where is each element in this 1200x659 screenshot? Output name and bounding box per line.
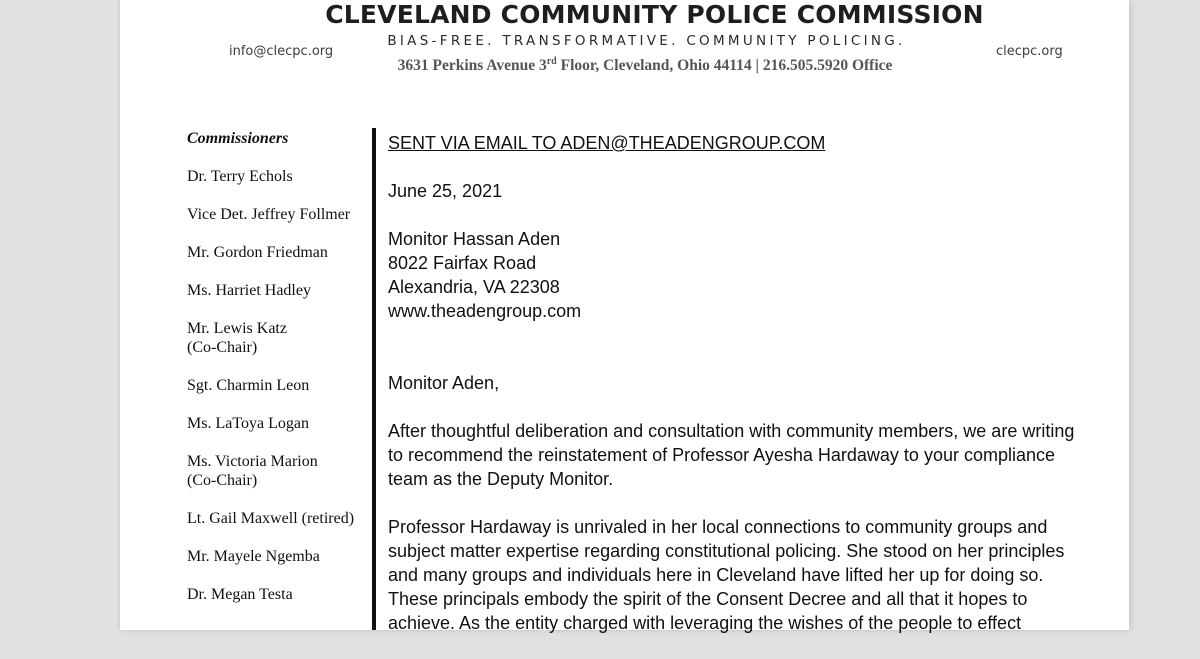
recipient-street: 8022 Fairfax Road: [388, 253, 537, 273]
commissioner-name: Mr. Mayele Ngemba: [187, 548, 320, 565]
recipient-name: Monitor Hassan Aden: [388, 229, 561, 249]
commissioner-name: Vice Det. Jeffrey Follmer: [187, 206, 351, 223]
commissioner-name: Lt. Gail Maxwell (retired): [187, 510, 355, 527]
commissioner-name: Ms. Harriet Hadley: [187, 282, 311, 299]
commissioner-item: [187, 376, 367, 414]
commissioner-name: Ms. Victoria Marion: [187, 453, 318, 470]
commissioner-item: [187, 585, 367, 623]
commissioner-name: Dr. Terry Echols: [187, 168, 293, 185]
commissioner-role: (Co-Chair): [187, 472, 258, 489]
commissioner-name: Dr. Megan Testa: [187, 586, 293, 603]
vertical-divider: [372, 128, 376, 630]
commissioner-name: Sgt. Charmin Leon: [187, 377, 310, 394]
document-page: [120, 0, 1129, 633]
commissioner-item: [187, 319, 367, 376]
recipient-address: [388, 227, 1088, 323]
commissioner-name: Ms. LaToya Logan: [187, 415, 309, 432]
recipient-city: Alexandria, VA 22308: [388, 277, 560, 297]
address-sup: rd: [546, 56, 557, 67]
recipient-website[interactable]: www.theadengroup.com: [388, 301, 582, 321]
commissioner-item: [187, 281, 367, 319]
organization-tagline: BIAS-FREE. TRANSFORMATIVE. COMMUNITY POLICING.: [387, 33, 906, 49]
address-prefix: 3631 Perkins Avenue 3: [397, 57, 547, 75]
sent-via-line: SENT VIA EMAIL TO ADEN@THEADENGROUP.COM: [388, 133, 826, 153]
commissioner-item: [187, 452, 367, 509]
commissioner-role: (Co-Chair): [187, 339, 258, 356]
commissioners-sidebar: [187, 129, 367, 623]
organization-title: CLEVELAND COMMUNITY POLICE COMMISSION: [325, 0, 984, 29]
paragraph-2: Professor Hardaway is unrivaled in her local connections to community groups and subject matter expertise regarding constitutional policing. She stood on her principles and many groups and individuals here in Cleveland have lifted her up for doing so. These principals embody the spirit of the Consent Decree and all that it hopes to achieve. As the entity charged with leveraging the wishes of the people to effect: [388, 517, 1065, 633]
commissioner-item: [187, 509, 367, 547]
letter-body: [388, 131, 1088, 659]
commissioner-item: [187, 167, 367, 205]
commissioner-item: [187, 414, 367, 452]
address-suffix: Floor, Cleveland, Ohio 44114 | 216.505.5920 Office: [556, 57, 893, 75]
commissioner-item: [187, 205, 367, 243]
commissioner-item: [187, 243, 367, 281]
letter-date: June 25, 2021: [388, 181, 503, 201]
paragraph-1: After thoughtful deliberation and consultation with community members, we are writing to recommend the reinstatement of Professor Ayesha Hardaway to your compliance team as the Deputy Monitor.: [388, 421, 1075, 489]
letterhead-website[interactable]: clecpc.org: [996, 44, 1063, 59]
commissioners-heading: Commissioners: [187, 130, 289, 147]
commissioner-item: [187, 547, 367, 585]
salutation: Monitor Aden,: [388, 373, 500, 393]
letterhead-email[interactable]: info@clecpc.org: [229, 44, 334, 59]
commissioner-name: Mr. Lewis Katz: [187, 320, 287, 337]
commissioner-name: Mr. Gordon Friedman: [187, 244, 328, 261]
